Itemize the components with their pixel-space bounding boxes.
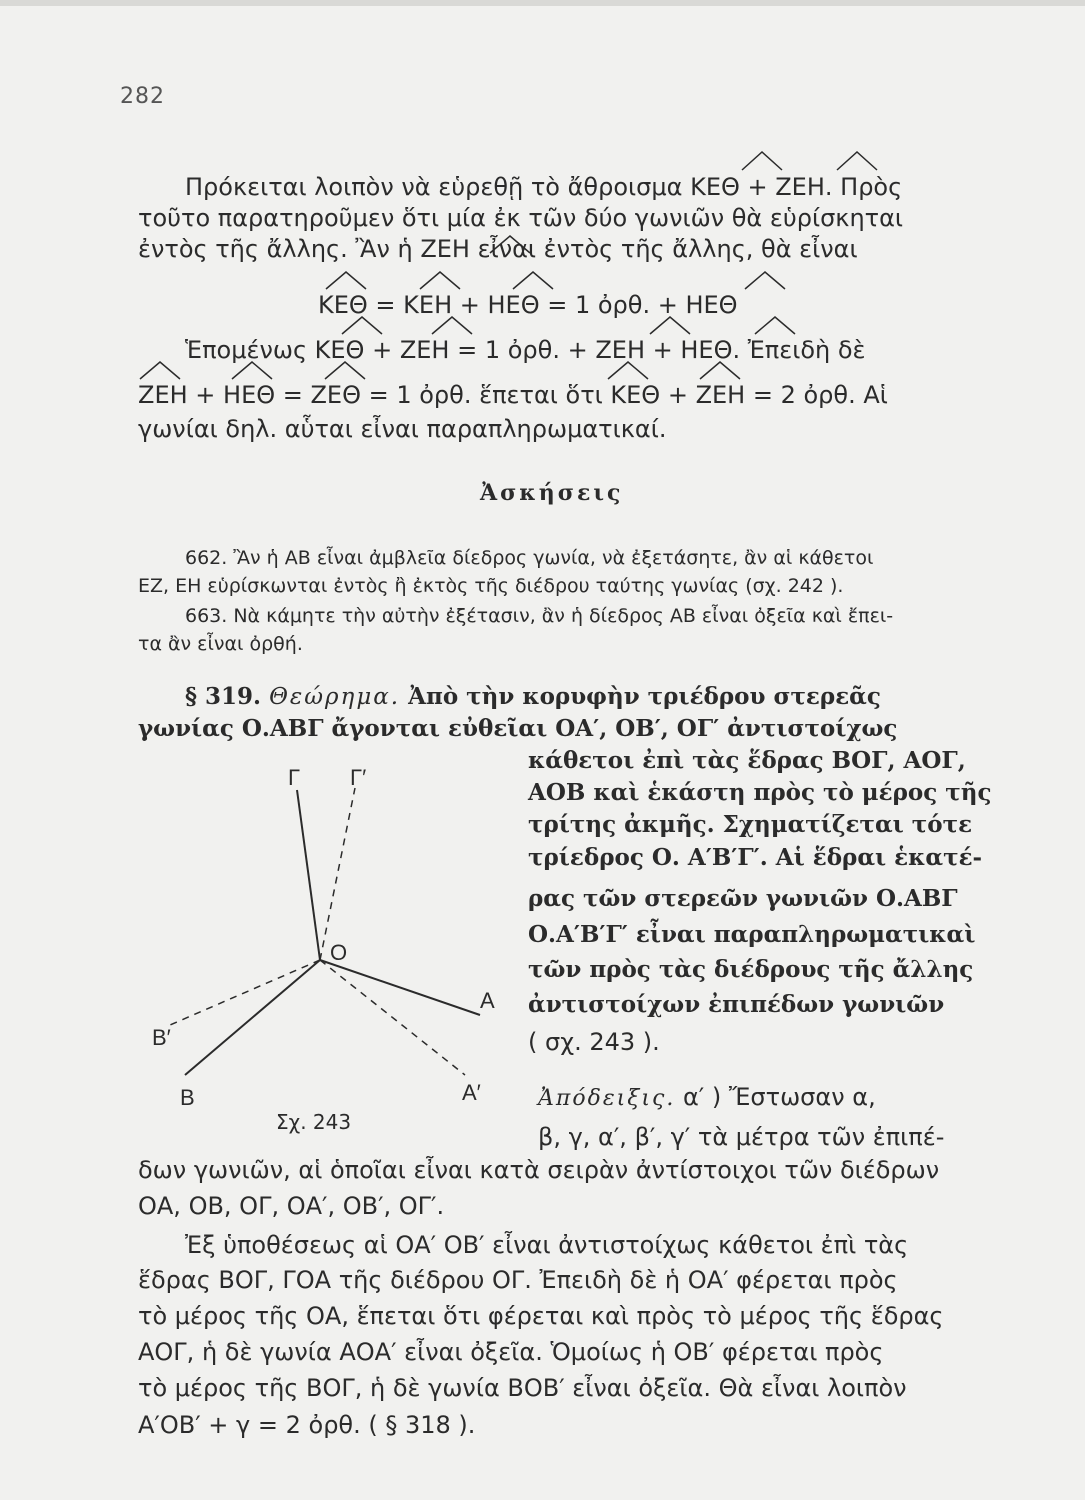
intro-equation: ΚΕΘ = ΚΕΗ + ΗΕΘ = 1 ὀρθ. + ΗΕΘ <box>318 291 738 319</box>
label-gamma: Γ <box>288 765 301 790</box>
proof-line-9: τὸ μέρος τῆς ΒΟΓ, ἡ δὲ γωνία ΒΟΒ′ εἶναι ὀξεῖα. Θὰ εἶναι λοιπὸν <box>138 1374 907 1402</box>
theorem-section: § 319. <box>185 683 262 710</box>
theorem-line-5: τρίτης ἀκμῆς. Σχηματίζεται τότε <box>528 811 973 838</box>
theorem-label: Θεώρημα. <box>269 684 401 710</box>
proof-line-4: ΟΑ, ΟΒ, ΟΓ, ΟΑ′, ΟΒ′, ΟΓ′. <box>138 1192 445 1220</box>
label-B-prime: Β′ <box>152 1025 171 1050</box>
intro-line-1: Πρόκειται λοιπὸν νὰ εὑρεθῇ τὸ ἄθροισμα ΚΕΘ + ΖΕΗ. Πρὸς <box>185 173 903 201</box>
page-edge <box>0 0 1085 6</box>
proof-line-3: δων γωνιῶν, αἱ ὁποῖαι εἶναι κατὰ σειρὰν ἀντίστοιχοι τῶν διέδρων <box>138 1156 940 1184</box>
hat-mark <box>745 272 785 289</box>
theorem-line-4: ΑΟΒ καὶ ἑκάστη πρὸς τὸ μέρος τῆς <box>528 779 992 806</box>
proof-line-1: α′ ) Ἔστωσαν α, <box>682 1083 876 1111</box>
theorem-line-9: τῶν πρὸς τὰς διέδρους τῆς ἄλλης <box>528 956 974 983</box>
theorem-first-line <box>185 682 881 712</box>
theorem-line-2: γωνίας Ο.ΑΒΓ ἄγονται εὐθεῖαι ΟΑ′, ΟΒ′, ΟΓ′ ἀντιστοίχως <box>138 715 898 742</box>
proof-line-2: β, γ, α′, β′, γ′ τὰ μέτρα τῶν ἐπιπέ- <box>538 1123 945 1151</box>
hat-mark <box>326 272 366 289</box>
proof-first-line <box>538 1082 876 1114</box>
theorem-line-10: ἀντιστοίχων ἐπιπέδων γωνιῶν <box>528 991 945 1018</box>
edge-OG <box>297 790 320 960</box>
edge-OA1 <box>320 960 465 1075</box>
exercise-662-line-1: 662. Ἂν ἡ ΑΒ εἶναι ἀμβλεῖα δίεδρος γωνία, νὰ ἐξετάσητε, ἂν αἱ κάθετοι <box>185 547 874 569</box>
hat-mark <box>837 152 877 170</box>
intro-line-7: γωνίαι δηλ. αὗται εἶναι παραπληρωματικαί. <box>138 415 667 443</box>
label-O: Ο <box>330 940 348 965</box>
exercise-663-line-1: 663. Νὰ κάμητε τὴν αὐτὴν ἐξέτασιν, ἂν ἡ δίεδρος ΑΒ εἶναι ὀξεῖα καὶ ἔπει- <box>185 605 894 627</box>
proof-label: Ἀπόδειξις. <box>538 1086 676 1111</box>
proof-line-7: τὸ μέρος τῆς ΟΑ, ἕπεται ὅτι φέρεται καὶ πρὸς τὸ μέρος τῆς ἕδρας <box>138 1302 944 1330</box>
proof-line-10: Α′ΟΒ′ + γ = 2 ὀρθ. ( § 318 ). <box>138 1411 476 1439</box>
page-number: 282 <box>120 84 165 109</box>
label-B: Β <box>180 1085 195 1110</box>
figure-243 <box>140 760 520 1160</box>
edge-OB <box>185 960 320 1075</box>
hat-mark <box>420 272 460 289</box>
edge-OG1 <box>320 788 355 960</box>
label-A-prime: Α′ <box>462 1080 481 1105</box>
proof-line-6: ἕδρας ΒΟΓ, ΓΟΑ τῆς διέδρου ΟΓ. Ἐπειδὴ δὲ ἡ ΟΑ′ φέρεται πρὸς <box>138 1266 898 1294</box>
label-gamma-prime: Γ′ <box>350 765 367 790</box>
figure-caption: Σχ. 243 <box>276 1110 352 1134</box>
theorem-line-8: Ο.Α′Β′Γ′ εἶναι παραπληρωματικαὶ <box>528 921 976 948</box>
intro-line-6: ΖΕΗ + ΗΕΘ = ΖΕΘ = 1 ὀρθ. ἕπεται ὅτι ΚΕΘ + ΖΕΗ = 2 ὀρθ. Αἱ <box>138 381 888 409</box>
hat-mark <box>513 272 553 289</box>
theorem-line-11: ( σχ. 243 ). <box>528 1028 660 1056</box>
exercise-663-line-2: τα ἂν εἶναι ὀρθή. <box>138 633 303 655</box>
exercises-heading: Ἀσκήσεις <box>480 480 624 506</box>
hat-mark <box>140 362 180 379</box>
proof-line-5: Ἐξ ὑποθέσεως αἱ ΟΑ′ ΟΒ′ εἶναι ἀντιστοίχως κάθετοι ἐπὶ τὰς <box>185 1231 909 1259</box>
intro-line-2: τοῦτο παρατηροῦμεν ὅτι μία ἐκ τῶν δύο γωνιῶν θὰ εὑρίσκηται <box>138 204 904 232</box>
label-A: Α <box>480 988 495 1013</box>
intro-line-3: ἐντὸς τῆς ἄλλης. Ἂν ἡ ΖΕΗ εἶναι ἐντὸς τῆς ἄλλης, θὰ εἶναι <box>138 235 858 263</box>
hat-mark <box>742 152 782 170</box>
edge-OB1 <box>170 960 320 1025</box>
hat-mark <box>755 317 795 334</box>
theorem-line-6: τρίεδρος Ο. Α′Β′Γ′. Αἱ ἕδραι ἑκατέ- <box>528 844 983 871</box>
intro-line-5: Ἑπομένως ΚΕΘ + ΖΕΗ = 1 ὀρθ. + ΖΕΗ + ΗΕΘ. Ἐπειδὴ δὲ <box>185 336 866 364</box>
proof-line-8: ΑΟΓ, ἡ δὲ γωνία ΑΟΑ′ εἶναι ὀξεῖα. Ὁμοίως ἡ ΟΒ′ φέρεται πρὸς <box>138 1338 884 1366</box>
theorem-line-7: ρας τῶν στερεῶν γωνιῶν Ο.ΑΒΓ <box>528 885 958 912</box>
edge-OA <box>320 960 480 1015</box>
theorem-line-1: Ἀπὸ τὴν κορυφὴν τριέδρου στερεᾶς <box>408 683 881 710</box>
exercise-662-line-2: ΕΖ, ΕΗ εὑρίσκωνται ἐντὸς ἢ ἐκτὸς τῆς διέδρου ταύτης γωνίας (σχ. 242 ). <box>138 575 844 597</box>
theorem-line-3: κάθετοι ἐπὶ τὰς ἕδρας ΒΟΓ, ΑΟΓ, <box>528 747 966 774</box>
